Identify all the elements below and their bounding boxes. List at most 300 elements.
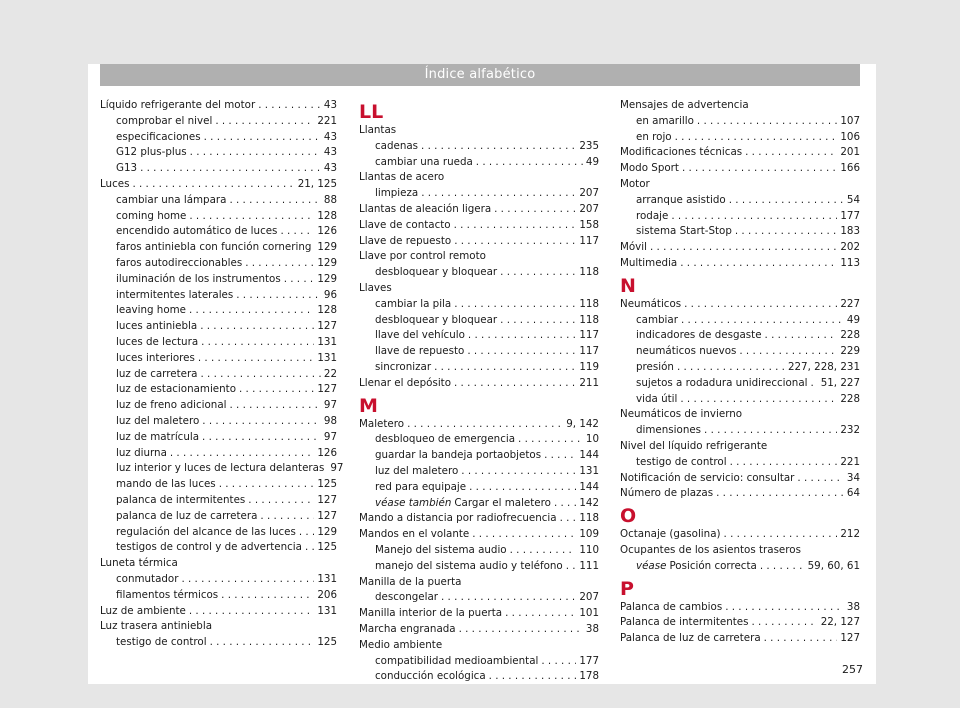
entry-label: [636, 560, 757, 572]
page-ref[interactable]: 118: [579, 297, 599, 310]
dot-leader: [204, 131, 321, 143]
entry-label: cambiar una lámpara: [116, 193, 227, 206]
entry-label: Líquido refrigerante del motor: [100, 99, 256, 111]
page-ref[interactable]: 34: [846, 471, 860, 484]
page-ref[interactable]: 201: [840, 146, 860, 159]
see-also-note: véase también: [375, 496, 452, 509]
dot-leader: [299, 526, 315, 538]
index-entry: [620, 616, 860, 632]
page-ref[interactable]: 10: [585, 433, 599, 446]
index-subentry: [620, 131, 860, 147]
index-subentry: [359, 314, 599, 330]
index-entry: [620, 408, 860, 424]
page-ref[interactable]: 131: [317, 351, 337, 364]
dot-leader: [735, 225, 837, 237]
page-ref[interactable]: 126: [317, 446, 337, 459]
entry-label: Llantas: [359, 124, 397, 136]
index-entry: [620, 257, 860, 273]
page-ref[interactable]: 207: [579, 187, 599, 200]
page-ref[interactable]: 127: [317, 509, 337, 522]
index-subentry: [100, 589, 337, 605]
entry-label: rodaje: [636, 209, 669, 222]
index-subentry: [359, 560, 599, 576]
page-ref[interactable]: 49: [585, 155, 599, 168]
dot-leader: [454, 377, 576, 389]
entry-label: Manilla interior de la puerta: [359, 607, 503, 620]
page-ref[interactable]: 109: [579, 528, 599, 541]
dot-leader: [305, 541, 314, 553]
entry-label: Mensajes de advertencia: [620, 99, 749, 111]
dot-leader: [467, 345, 576, 357]
entry-label: Neumáticos de invierno: [620, 408, 743, 421]
entry-label: filamentos térmicos: [116, 588, 219, 601]
page-ref[interactable]: 127: [317, 383, 337, 396]
dot-leader: [500, 266, 576, 278]
page-ref[interactable]: 178: [579, 670, 599, 683]
page-ref[interactable]: 207: [579, 202, 599, 215]
page-ref[interactable]: 125: [317, 636, 337, 649]
dot-leader: [239, 383, 314, 395]
page-ref[interactable]: 125: [317, 541, 337, 554]
index-subentry: [359, 187, 599, 203]
page-ref[interactable]: 127: [317, 320, 337, 333]
entry-label: Marcha engranada: [359, 622, 456, 635]
dot-leader: [729, 194, 844, 206]
index-entry: [620, 487, 860, 503]
entry-label: G12 plus-plus: [116, 146, 187, 159]
page-ref[interactable]: 110: [579, 543, 599, 556]
entry-label: sistema Start-Stop: [636, 225, 732, 238]
entry-label: luces interiores: [116, 351, 195, 364]
dot-leader: [677, 361, 785, 373]
dot-leader: [739, 345, 837, 357]
dot-leader: [476, 156, 583, 168]
entry-label: en rojo: [636, 130, 672, 143]
page-ref[interactable]: 129: [317, 241, 338, 254]
index-subentry: [100, 494, 337, 510]
index-subentry: [359, 298, 599, 314]
index-entry: [359, 203, 599, 219]
dot-leader: [518, 433, 583, 445]
dot-leader: [202, 431, 321, 443]
page-ref[interactable]: 113: [840, 256, 860, 269]
page-ref[interactable]: 107: [840, 114, 860, 127]
entry-label: iluminación de los instrumentos: [116, 272, 281, 285]
index-subentry: [620, 115, 860, 131]
index-subentry: [620, 225, 860, 241]
entry-label: Neumáticos: [620, 297, 682, 310]
page-ref[interactable]: 131: [317, 604, 337, 617]
entry-label: luces antiniebla: [116, 320, 198, 333]
index-subentry: [359, 345, 599, 361]
page-ref[interactable]: 166: [840, 162, 860, 175]
dot-leader: [541, 655, 576, 667]
page-ref[interactable]: 117: [579, 234, 599, 247]
dot-leader: [190, 146, 321, 158]
entry-label: intermitentes laterales: [116, 288, 234, 301]
index-entry: [620, 99, 860, 115]
page-ref[interactable]: 221: [840, 455, 860, 468]
dot-leader: [170, 447, 314, 459]
dot-leader: [201, 368, 321, 380]
page-ref[interactable]: 97: [323, 399, 337, 412]
dot-leader: [132, 178, 294, 190]
entry-label: testigo de control: [636, 455, 727, 468]
index-entry: [620, 632, 860, 648]
entry-label: Manejo del sistema audio: [375, 543, 507, 556]
entry-label: Medio ambiente: [359, 638, 443, 651]
dot-leader: [681, 314, 844, 326]
index-subentry: [100, 304, 337, 320]
index-subentry: [359, 591, 599, 607]
entry-label: luz de freno adicional: [116, 399, 227, 412]
entry-label: faros antiniebla con función cornering: [116, 241, 312, 254]
dot-leader: [680, 393, 837, 405]
entry-label: conmutador: [116, 572, 179, 585]
index-subentry: [100, 383, 337, 399]
page-ref[interactable]: 49: [846, 313, 860, 326]
entry-label: Palanca de intermitentes: [620, 616, 749, 629]
entry-label: Luces: [100, 177, 130, 190]
page-ref[interactable]: 88: [323, 193, 337, 206]
dot-leader: [221, 589, 314, 601]
entry-label: conducción ecológica: [375, 670, 486, 683]
see-also-target: Posición correcta: [669, 559, 757, 572]
index-entry: [359, 623, 599, 639]
page-ref[interactable]: 206: [317, 588, 337, 601]
page-ref[interactable]: 125: [317, 478, 337, 491]
page-ref[interactable]: 118: [579, 313, 599, 326]
entry-label: Modificaciones técnicas: [620, 146, 743, 159]
entry-label: Multimedia: [620, 256, 678, 269]
page-ref[interactable]: 127: [840, 632, 860, 645]
page-ref[interactable]: 158: [579, 218, 599, 231]
index-subentry: [100, 462, 344, 478]
index-subentry: [100, 573, 337, 589]
index-subentry: [359, 156, 599, 172]
index-entry: [359, 250, 599, 266]
dot-leader: [675, 131, 838, 143]
dot-leader: [811, 377, 818, 389]
entry-label: leaving home: [116, 304, 186, 317]
index-entry: [100, 178, 337, 194]
page-ref[interactable]: 59, 60, 61: [807, 559, 860, 572]
entry-label: Llave por control remoto: [359, 250, 486, 263]
page-ref[interactable]: 118: [579, 512, 599, 525]
page-ref[interactable]: 38: [585, 622, 599, 635]
index-entry: [359, 377, 599, 393]
entry-label: arranque asistido: [636, 193, 726, 206]
entry-label: guardar la bandeja portaobjetos: [375, 449, 542, 462]
page-ref[interactable]: 144: [579, 480, 599, 493]
dot-leader: [189, 304, 314, 316]
dot-leader: [765, 329, 838, 341]
page-ref[interactable]: 131: [317, 335, 337, 348]
index-subentry: [100, 131, 337, 147]
index-entry: [359, 171, 599, 187]
dot-leader: [189, 605, 314, 617]
entry-label: luz interior y luces de lectura delanteras: [116, 462, 325, 475]
page-ref[interactable]: 128: [317, 209, 337, 222]
page-ref[interactable]: 127: [317, 493, 337, 506]
entry-label: testigos de control y de advertencia: [116, 541, 302, 554]
page-ref[interactable]: 22: [323, 367, 337, 380]
page-ref[interactable]: 212: [840, 528, 860, 541]
page-ref[interactable]: 43: [323, 130, 337, 143]
index-subentry: [359, 140, 599, 156]
dot-leader: [764, 632, 838, 644]
index-subentry: [359, 497, 599, 513]
page-ref[interactable]: 106: [840, 130, 860, 143]
dot-leader: [284, 273, 315, 285]
entry-label: palanca de intermitentes: [116, 493, 246, 506]
dot-leader: [680, 257, 837, 269]
entry-label: testigo de control: [116, 636, 207, 649]
entry-label: luz de matrícula: [116, 430, 200, 443]
dot-leader: [566, 560, 577, 572]
index-subentry: [100, 273, 337, 289]
dot-leader: [725, 601, 844, 613]
dot-leader: [434, 361, 576, 373]
entry-label: Número de plazas: [620, 487, 714, 500]
page-ref[interactable]: 202: [840, 241, 860, 254]
entry-label: luces de lectura: [116, 335, 199, 348]
page-ref[interactable]: 129: [317, 256, 337, 269]
entry-label: Llave de contacto: [359, 218, 451, 231]
dot-leader: [421, 140, 576, 152]
entry-label: Octanaje (gasolina): [620, 528, 721, 541]
dot-leader: [671, 210, 837, 222]
dot-leader: [489, 670, 577, 682]
dot-leader: [454, 235, 576, 247]
page-ref[interactable]: 131: [317, 572, 337, 585]
dot-leader: [258, 99, 321, 111]
index-subentry: [100, 636, 337, 652]
page-ref[interactable]: 221: [317, 114, 337, 127]
dot-leader: [198, 352, 314, 364]
entry-label: Llantas de acero: [359, 171, 445, 184]
page-ref[interactable]: 207: [579, 591, 599, 604]
see-also-target: Cargar el maletero: [454, 496, 551, 509]
dot-leader: [181, 573, 314, 585]
entry-label: sincronizar: [375, 360, 432, 373]
index-subentry: [359, 266, 599, 282]
entry-label: Luneta térmica: [100, 557, 178, 570]
page-ref[interactable]: 51, 227: [820, 376, 860, 389]
index-subentry: [100, 336, 337, 352]
page-ref[interactable]: 21, 125: [297, 177, 337, 190]
entry-label: llave de repuesto: [375, 345, 465, 358]
page-ref[interactable]: 9, 142: [566, 417, 599, 430]
index-entry: [359, 235, 599, 251]
index-subentry: [359, 329, 599, 345]
page-ref[interactable]: 97: [330, 462, 344, 475]
entry-label: Móvil: [620, 241, 647, 254]
page-ref[interactable]: 96: [323, 288, 337, 301]
index-entry: [620, 241, 860, 257]
index-subentry: [620, 210, 860, 226]
page-ref[interactable]: 128: [317, 304, 337, 317]
section-letter: O: [620, 505, 637, 528]
index-subentry: [100, 352, 337, 368]
dot-leader: [230, 399, 321, 411]
entry-label: cambiar: [636, 313, 678, 326]
page-ref[interactable]: 142: [579, 496, 599, 509]
entry-label: cambiar la pila: [375, 297, 452, 310]
page-ref[interactable]: 183: [840, 225, 860, 238]
entry-label: Nivel del líquido refrigerante: [620, 439, 768, 452]
entry-label: manejo del sistema audio y teléfono: [375, 559, 563, 572]
page-ref[interactable]: 229: [840, 345, 860, 358]
entry-label: Notificación de servicio: consultar: [620, 471, 795, 484]
dot-leader: [797, 472, 843, 484]
index-entry: [359, 607, 599, 623]
page-ref[interactable]: 227: [840, 297, 860, 310]
entry-label: limpieza: [375, 187, 419, 200]
index-subentry: [359, 361, 599, 377]
dot-leader: [200, 320, 314, 332]
dot-leader: [468, 329, 576, 341]
page-ref[interactable]: 22, 127: [820, 616, 860, 629]
entry-label: especificaciones: [116, 130, 201, 143]
index-entry: [359, 282, 599, 298]
entry-label: Luz de ambiente: [100, 604, 186, 617]
page-ref[interactable]: 117: [579, 345, 599, 358]
index-subentry: [100, 541, 337, 557]
page-ref[interactable]: 227, 228, 231: [787, 360, 860, 373]
entry-label: Llantas de aleación ligera: [359, 202, 492, 215]
page-ref[interactable]: 232: [840, 424, 860, 437]
entry-label: luz diurna: [116, 446, 167, 459]
page-ref[interactable]: 98: [323, 414, 337, 427]
page-ref[interactable]: 111: [579, 559, 599, 572]
page-ref[interactable]: 228: [840, 392, 860, 405]
index-entry: [620, 178, 860, 194]
dot-leader: [421, 187, 576, 199]
index-entry: [359, 528, 599, 544]
index-entry: [620, 146, 860, 162]
index-entry: [620, 472, 860, 488]
index-entry: [620, 544, 860, 560]
entry-label: Manilla de la puerta: [359, 575, 462, 588]
dot-leader: [500, 314, 576, 326]
dot-leader: [245, 257, 314, 269]
dot-leader: [469, 481, 576, 493]
page-ref[interactable]: 118: [579, 266, 599, 279]
entry-label: coming home: [116, 209, 187, 222]
dot-leader: [697, 115, 837, 127]
dot-leader: [724, 528, 838, 540]
dot-leader: [202, 415, 321, 427]
dot-leader: [510, 544, 577, 556]
index-subentry: [100, 162, 337, 178]
entry-label: luz de estacionamiento: [116, 383, 237, 396]
entry-label: Llaves: [359, 281, 392, 294]
entry-label: Mando a distancia por radiofrecuencia: [359, 512, 557, 525]
entry-label: regulación del alcance de las luces: [116, 525, 296, 538]
index-entry: [359, 576, 599, 592]
page-ref[interactable]: 101: [579, 607, 599, 620]
page-ref[interactable]: 129: [317, 272, 337, 285]
dot-leader: [236, 289, 321, 301]
entry-label: luz de carretera: [116, 367, 198, 380]
index-entry: [100, 605, 337, 621]
entry-label: G13: [116, 162, 138, 175]
entry-label: Palanca de cambios: [620, 600, 723, 613]
page-ref[interactable]: 177: [840, 209, 860, 222]
page-ref[interactable]: 129: [317, 525, 337, 538]
index-column-2: [359, 99, 599, 686]
entry-label: Ocupantes de los asientos traseros: [620, 543, 801, 556]
entry-label: luz del maletero: [116, 414, 200, 427]
page-ref[interactable]: 43: [323, 146, 337, 159]
index-subentry: [620, 314, 860, 330]
index-subentry: [100, 415, 337, 431]
entry-label: Palanca de luz de carretera: [620, 632, 761, 645]
dot-leader: [454, 298, 576, 310]
page-ref[interactable]: 235: [579, 139, 599, 152]
index-entry: [620, 298, 860, 314]
dot-leader: [745, 146, 837, 158]
index-entry: [620, 528, 860, 544]
index-entry: [359, 418, 599, 434]
dot-leader: [716, 487, 844, 499]
page-ref[interactable]: 43: [323, 162, 337, 175]
page-ref[interactable]: 126: [317, 225, 337, 238]
index-subentry: [620, 329, 860, 345]
index-entry: [359, 219, 599, 235]
page-ref[interactable]: 117: [579, 329, 599, 342]
entry-label: Maletero: [359, 417, 405, 430]
entry-label: Luz trasera antiniebla: [100, 620, 213, 633]
entry-label: compatibilidad medioambiental: [375, 654, 539, 667]
page-ref[interactable]: 144: [579, 449, 599, 462]
page-ref[interactable]: 119: [579, 360, 599, 373]
page-ref[interactable]: 211: [579, 376, 599, 389]
index-entry: [100, 557, 337, 573]
page-ref[interactable]: 97: [323, 430, 337, 443]
index-subentry: [359, 481, 599, 497]
entry-label: dimensiones: [636, 424, 702, 437]
index-subentry: [620, 377, 860, 393]
dot-leader: [554, 497, 576, 509]
page-ref[interactable]: 38: [846, 600, 860, 613]
page-ref[interactable]: 177: [579, 654, 599, 667]
index-entry: [100, 99, 337, 115]
dot-leader: [505, 607, 576, 619]
page-ref[interactable]: 54: [846, 193, 860, 206]
index-subentry: [100, 510, 337, 526]
page-ref[interactable]: 43: [323, 99, 337, 111]
page-ref[interactable]: 228: [840, 329, 860, 342]
entry-label: en amarillo: [636, 114, 694, 127]
index-entry: [359, 512, 599, 528]
dot-leader: [248, 494, 314, 506]
entry-label: Motor: [620, 177, 650, 190]
dot-leader: [650, 241, 837, 253]
index-subentry: [100, 399, 337, 415]
index-subentry: [100, 210, 337, 226]
page-ref[interactable]: 131: [579, 464, 599, 477]
index-subentry: [100, 115, 337, 131]
entry-label: desbloquear y bloquear: [375, 266, 498, 279]
page-ref[interactable]: 64: [846, 487, 860, 500]
index-entry: [620, 162, 860, 178]
entry-label: red para equipaje: [375, 480, 467, 493]
index-subentry: [359, 433, 599, 449]
entry-label: comprobar el nivel: [116, 114, 213, 127]
index-subentry: [100, 478, 337, 494]
